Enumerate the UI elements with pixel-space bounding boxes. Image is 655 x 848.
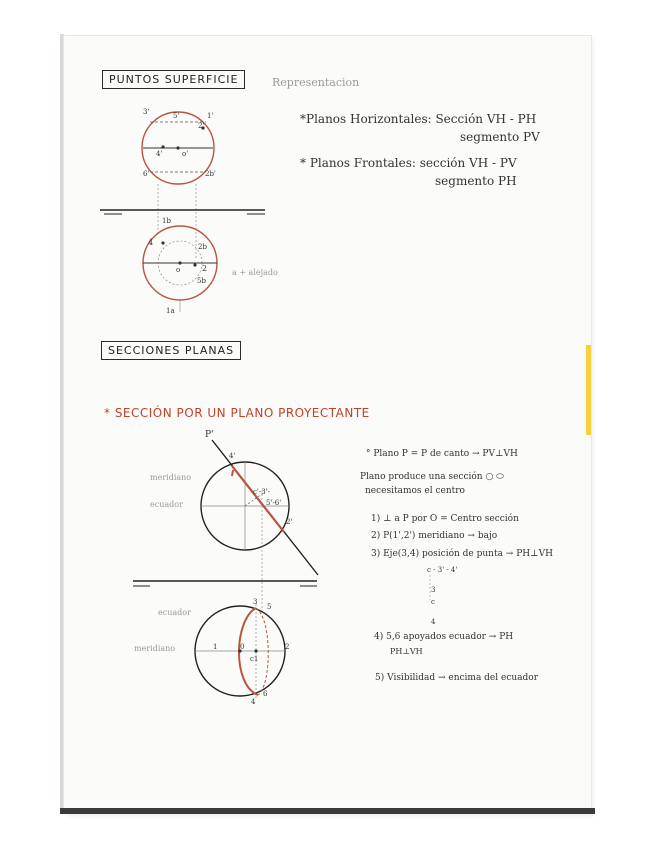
fig1-label-4: 4' xyxy=(156,150,163,158)
note-planos-horizontales: *Planos Horizontales: Sección VH - PH xyxy=(300,112,537,126)
fig1-label-2: 2' xyxy=(198,122,205,130)
note-necesitamos-centro: necesitamos el centro xyxy=(365,486,465,496)
fig1-label-c: 2b xyxy=(198,243,207,251)
step-5: 5) Visibilidad → encima del ecuador xyxy=(375,673,539,683)
fig2-label-3-lower: 3 xyxy=(253,598,258,606)
fig2-lower-point-c xyxy=(254,649,257,652)
fig2-label-5-lower: 5 xyxy=(267,603,272,611)
fig1-label-o2: o xyxy=(176,266,181,274)
fig1-label-1: 1' xyxy=(207,112,214,120)
fig1-label-5: 5' xyxy=(173,112,180,120)
step-4: 4) 5,6 apoyados ecuador → PH xyxy=(374,632,514,642)
fig2-label-meridiano-lower: meridiano xyxy=(134,644,176,653)
note-planos-frontales: * Planos Frontales: sección VH - PV xyxy=(300,156,517,170)
axis-label-4: 4 xyxy=(431,618,436,626)
fig2-label-c1: c1 xyxy=(250,655,259,663)
fig2-label-ecuador-lower: ecuador xyxy=(158,608,191,617)
fig2-label-1: 1 xyxy=(213,643,218,651)
fig2-label-4-lower: 4 xyxy=(251,698,256,706)
fig2-label-6-lower: 6 xyxy=(263,690,268,698)
fig2-label-56: 5'-6' xyxy=(266,499,282,507)
fig2-point-4-mark xyxy=(232,470,233,476)
fig1-label-c5: 5b xyxy=(197,277,206,285)
fig2-label-p: P' xyxy=(205,430,214,440)
step-1: 1) ⊥ a P por O = Centro sección xyxy=(371,514,519,524)
fig2-section-ellipse-hidden xyxy=(256,608,268,695)
note-plano-produce: Plano produce una sección ○ ⬭ xyxy=(360,472,504,482)
fig1-label-2b: 2b' xyxy=(205,170,216,178)
subtitle-representacion: Representacion xyxy=(272,76,360,89)
fig2-label-2-lower: 2 xyxy=(285,643,290,651)
axis-label-c: c xyxy=(431,598,435,606)
fig1-label-left4: 4 xyxy=(148,238,154,247)
title-puntos-superficie: PUNTOS SUPERFICIE xyxy=(102,70,245,89)
step-4-sub: PH⊥VH xyxy=(390,647,423,656)
fig1-label-6: 6' xyxy=(143,170,150,178)
fig1-label-bottom: 1a xyxy=(166,307,175,315)
fig1-aside-note: a + alejado xyxy=(232,268,278,277)
step-3: 3) Eje(3,4) posición de punta → PH⊥VH xyxy=(371,549,553,559)
axis-label-top: c - 3' - 4' xyxy=(427,566,458,574)
fig1-label-o: o' xyxy=(182,150,189,158)
fig1-label-3: 3' xyxy=(143,108,150,116)
fig2-label-2: 2' xyxy=(286,518,293,526)
note-segmento-pv: segmento PV xyxy=(460,130,540,144)
fig1-label-two: 2 xyxy=(202,264,208,273)
axis-label-3: 3 xyxy=(431,586,436,594)
fig1-label-top1: 1b xyxy=(162,217,171,225)
fig2-label-ecuador: ecuador xyxy=(150,500,183,509)
fig2-label-meridiano: meridiano xyxy=(150,473,192,482)
title-secciones-planas: SECCIONES PLANAS xyxy=(101,341,241,360)
note-segmento-ph: segmento PH xyxy=(435,174,517,188)
fig2-label-4: 4' xyxy=(229,452,236,460)
section-heading-plano-proyectante: * SECCIÓN POR UN PLANO PROYECTANTE xyxy=(104,406,370,420)
note-plano-p: ° Plano P = P de canto → PV⊥VH xyxy=(366,449,518,459)
step-2: 2) P(1',2') meridiano → bajo xyxy=(371,531,498,541)
fig2-label-0: 0 xyxy=(240,643,245,651)
fig2-label-c3: c'-3'- xyxy=(253,488,270,496)
